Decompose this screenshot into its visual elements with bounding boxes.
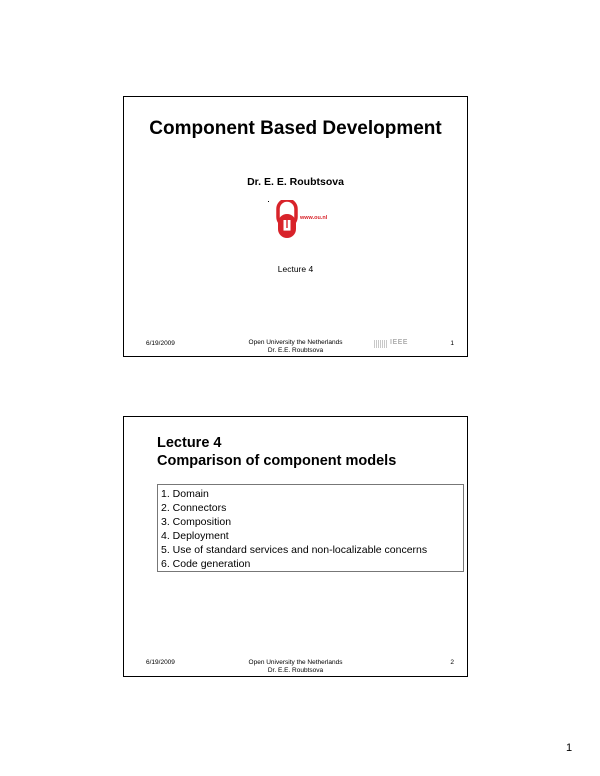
list-item: 3. Composition	[161, 516, 232, 528]
slide-2-footer-org: Open University the Netherlands	[248, 659, 343, 666]
list-item: 5. Use of standard services and non-localizable concerns	[161, 544, 428, 556]
slide-1-footer-date: 6/19/2009	[146, 340, 175, 347]
list-item: 2. Connectors	[161, 502, 227, 514]
logo-url: www.ou.nl	[300, 215, 328, 221]
slide-2-topic-list	[157, 484, 464, 572]
ieee-logo-icon	[374, 339, 422, 349]
slide-1-footer-author: Dr. E.E. Roubtsova	[267, 347, 324, 354]
slide-2-footer-author: Dr. E.E. Roubtsova	[267, 667, 324, 674]
list-item: 4. Deployment	[161, 530, 229, 542]
slide-1-title: Component Based Development	[149, 118, 442, 139]
list-item: 1. Domain	[161, 488, 209, 500]
slide-1-number: 1	[450, 340, 454, 347]
slide-2	[123, 416, 468, 677]
ieee-bars-icon	[374, 340, 388, 348]
slide-1-lecture: Lecture 4	[277, 264, 314, 274]
slide-2-footer-center	[124, 659, 467, 675]
slide-1-footer-org: Open University the Netherlands	[248, 339, 343, 346]
open-university-logo-icon	[268, 200, 368, 240]
slide-1-author: Dr. E. E. Roubtsova	[247, 176, 344, 188]
slide-2-footer-date: 6/19/2009	[146, 659, 175, 666]
slide-1	[123, 96, 468, 357]
ieee-text: IEEE	[390, 339, 408, 346]
page-number: 1	[566, 742, 573, 754]
list-item: 6. Code generation	[161, 558, 251, 570]
slide-2-title-line-1: Lecture 4	[157, 435, 222, 451]
slide-2-number: 2	[450, 659, 454, 666]
slide-2-title-line-2: Comparison of component models	[157, 453, 397, 469]
slide-2-title	[157, 434, 396, 470]
